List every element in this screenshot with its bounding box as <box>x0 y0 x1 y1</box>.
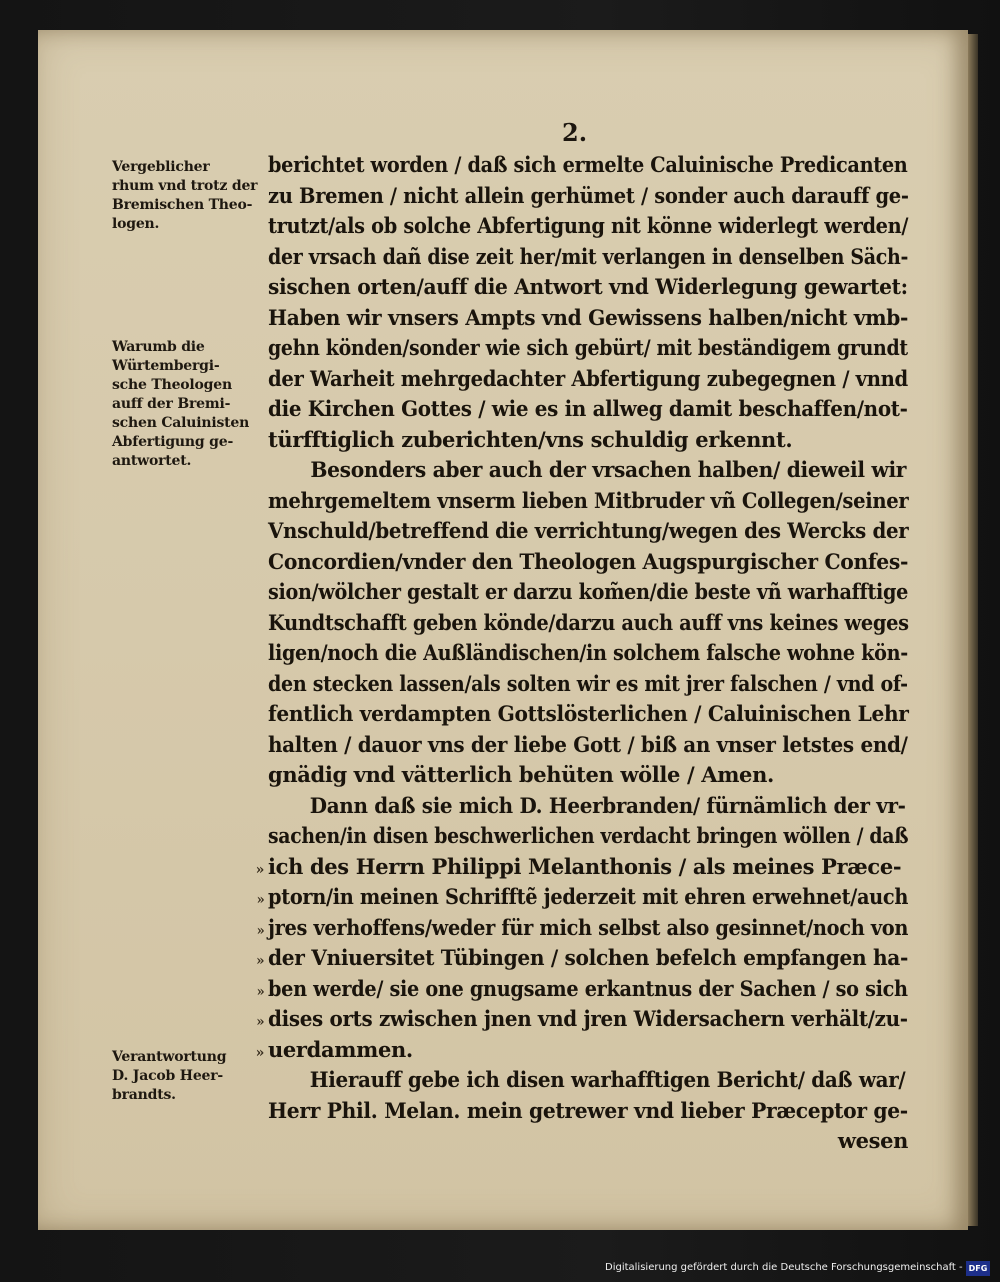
quoted-text-line <box>256 1004 908 1035</box>
side-note-line: schen Caluinisten <box>112 415 250 431</box>
text-line: der Warheit mehrgedachter Abfertigung zubegegnen / vnnd <box>268 365 908 391</box>
page-number: 2. <box>562 118 588 147</box>
quoted-text-line <box>256 913 909 944</box>
text-line: zu Bremen / nicht allein gerhümet / sonder auch darauff ge- <box>268 182 909 208</box>
quoted-text-line <box>256 974 908 1005</box>
text-line: sachen/in disen beschwerlichen verdacht bringen wöllen / daß <box>268 823 909 848</box>
side-note-line: Verantwortung <box>112 1049 227 1065</box>
quote-mark: » <box>256 892 265 908</box>
side-note-line: rhum vnd trotz der <box>112 178 258 194</box>
text-line: berichtet worden / daß sich ermelte Caluinische Predicanten <box>268 152 908 177</box>
text-line: Vnschuld/betreffend die verrichtung/wegen des Wercks der <box>268 518 909 543</box>
text-line: Dann daß sie mich D. Heerbranden/ fürnämlich der vr- <box>309 792 906 818</box>
text-line: den stecken lassen/als solten wir es mit jrer falschen / vnd of- <box>268 670 908 696</box>
text-line: der Vniuersitet Tübingen / solchen befelch empfangen ha- <box>268 945 909 970</box>
side-note-line: Warumb die <box>112 339 205 355</box>
quoted-text-line <box>256 943 909 974</box>
text-line: gnädig vnd vätterlich behüten wölle / Amen. <box>268 762 774 787</box>
digitization-credit: Digitalisierung gefördert durch die Deutsche Forschungsgemeinschaft - <box>605 1262 963 1273</box>
text-line: dises orts zwischen jnen vnd jren Widersachern verhält/zu- <box>268 1006 908 1031</box>
quoted-text-line <box>256 882 909 913</box>
text-line: ich des Herrn Philippi Melanthonis / als meines Præce- <box>268 853 902 879</box>
text-line: Concordien/vnder den Theologen Augspurgischer Confes- <box>268 548 909 574</box>
text-line: der vrsach dañ dise zeit her/mit verlangen in denselben Säch- <box>268 243 909 269</box>
text-line: trutzt/als ob solche Abfertigung nit könne widerlegt werden/ <box>268 213 909 238</box>
side-note-line: Bremischen Theo- <box>112 197 253 213</box>
quoted-text-line <box>255 1035 908 1066</box>
text-line: ligen/noch die Außländischen/in solchem falsche wohne kön- <box>268 640 908 665</box>
text-line: Herr Phil. Melan. mein getrewer vnd lieber Præceptor ge- <box>268 1097 908 1123</box>
text-line: Kundtschafft geben könde/darzu auch auff vns keines weges <box>268 609 909 635</box>
quoted-text-line <box>255 852 908 883</box>
side-note-line: logen. <box>112 216 160 232</box>
side-note-vergeblicher <box>112 158 267 234</box>
quote-mark: » <box>256 1014 265 1030</box>
text-line: jres verhoffens/weder für mich selbst also gesinnet/noch von <box>268 914 909 940</box>
dfg-logo: DFG <box>966 1261 990 1276</box>
side-note-line: auff der Bremi- <box>112 396 231 412</box>
page-edge <box>968 34 978 1226</box>
text-line: sischen orten/auff die Antwort vnd Widerlegung gewartet: <box>268 274 908 299</box>
quote-mark: » <box>255 1044 264 1061</box>
text-line: sion/wölcher gestalt er darzu kom̃en/die beste vñ warhafftige <box>268 579 908 604</box>
text-line: Besonders aber auch der vrsachen halben/ dieweil wir <box>310 457 907 482</box>
text-line: türfftiglich zuberichten/vns schuldig erkennt. <box>268 426 793 452</box>
side-note-warumb <box>112 338 267 471</box>
side-note-line: sche Theologen <box>112 377 232 393</box>
side-note-line: Vergeblicher <box>112 159 210 175</box>
text-line: ben werde/ sie one gnugsame erkantnus der Sachen / so sich <box>268 975 908 1001</box>
catchword: wesen <box>837 1128 908 1153</box>
text-line: halten / dauor vns der liebe Gott / biß an vnser letstes end/ <box>268 731 908 757</box>
text-line: gehn könden/sonder wie sich gebürt/ mit beständigem grundt <box>268 335 908 360</box>
main-text-block <box>255 150 909 1157</box>
side-note-line: Abfertigung ge- <box>112 434 234 450</box>
quote-mark: » <box>256 983 265 1000</box>
quote-mark: » <box>256 953 265 969</box>
text-line: Hierauff gebe ich disen warhafftigen Bericht/ daß war/ <box>309 1067 906 1092</box>
text-line: Haben wir vnsers Ampts vnd Gewissens halben/nicht vmb- <box>268 304 909 330</box>
text-line: mehrgemeltem vnserm lieben Mitbruder vñ Collegen/seiner <box>268 487 909 513</box>
text-line: uerdammen. <box>268 1036 413 1062</box>
side-note-line: D. Jacob Heer- <box>112 1068 224 1084</box>
side-note-line: brandts. <box>112 1087 176 1103</box>
text-line: fentlich verdampten Gottslösterlichen / Caluinischen Lehr <box>268 701 909 726</box>
side-note-line: Würtembergi- <box>112 358 220 374</box>
text-line: die Kirchen Gottes / wie es in allweg damit beschaffen/not- <box>268 396 908 421</box>
side-note-line: antwortet. <box>112 453 192 469</box>
text-line: ptorn/in meinen Schrifftẽ jederzeit mit ehren erwehnet/auch <box>268 884 909 909</box>
quote-mark: » <box>255 861 264 878</box>
quote-mark: » <box>256 922 265 939</box>
